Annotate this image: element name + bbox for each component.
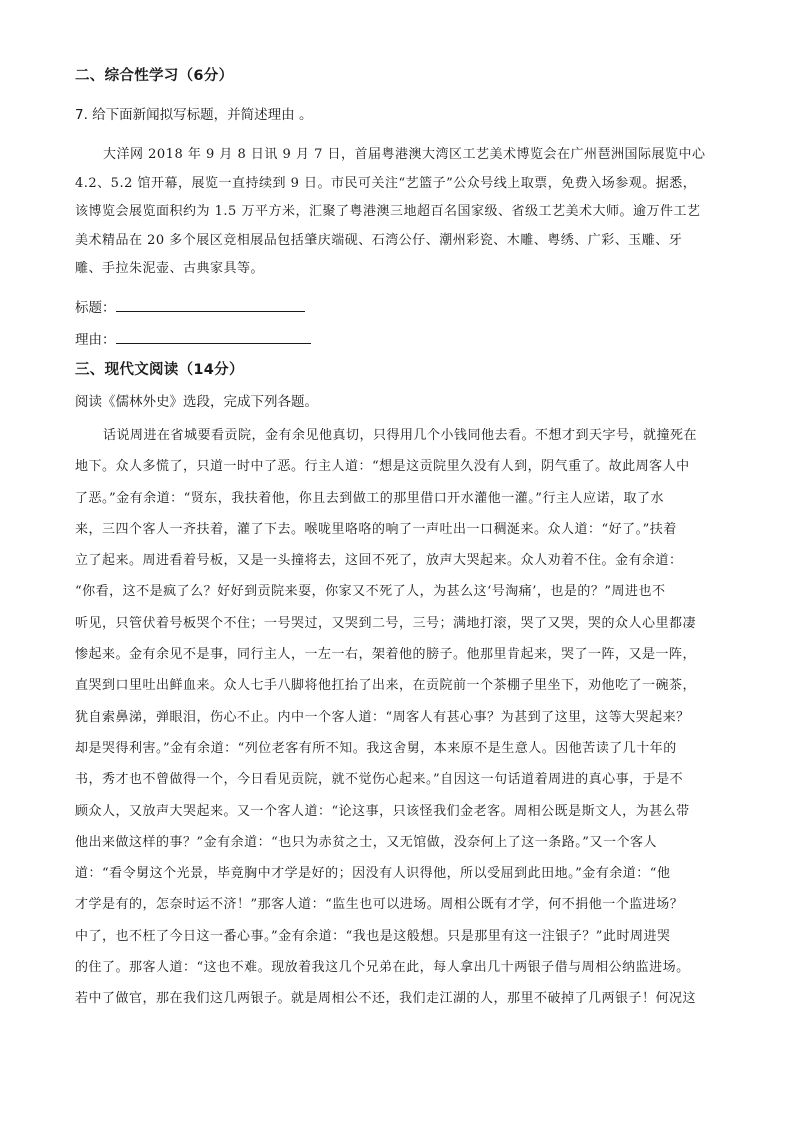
- text-line: “你看，这不是疯了么？好好到贡院来耍，你家又不死了人，为甚么这‘号淘痛’，也是的？”周进也不: [75, 584, 666, 600]
- reason-answer-blank[interactable]: [116, 331, 311, 344]
- question-7: 7. 给下面新闻拟写标题，并简述理由 。: [75, 107, 313, 123]
- text-line: 道：“看令舅这个光景，毕竟胸中才学是好的；因没有人识得他，所以受屈到此田地。”金有余道：“他: [75, 866, 671, 882]
- text-line: 该博览会展览面积约为 1.5 万平方米，汇聚了粤港澳三地超百名国家级、省级工艺美术大师。逾万件工艺: [75, 204, 701, 220]
- text-line: 书，秀才也不曾做得一个，今日看见贡院，就不觉伤心起来。”自因这一句话道着周进的真心事，于是不: [75, 772, 684, 788]
- text-line: 惨起来。金有余见不是事，同行主人，一左一右，架着他的膀子。他那里肯起来，哭了一阵，又是一阵，: [75, 647, 697, 663]
- text-line: 话说周进在省城要看贡院，金有余见他真切，只得用几个小钱同他去看。不想才到天字号，就撞死在: [103, 428, 698, 443]
- text-line: 听见，只管伏着号板哭个不住；一号哭过，又哭到二号，三号；满地打滚，哭了又哭，哭的众人心里都凄: [75, 615, 697, 631]
- text-line: 立了起来。周进看着号板，又是一头撞将去，这回不死了，放声大哭起来。众人劝着不住。金有余道：: [75, 553, 683, 569]
- reason-answer-line: [75, 328, 311, 348]
- text-line: 4.2、5.2 馆开幕，展览一直持续到 9 日。市民可关注“艺篮子”公众号线上取票，免费入场参观。据悉，: [75, 175, 697, 191]
- section-2-heading: 二、综合性学习（6分）: [75, 68, 234, 84]
- text-line: 美术精品在 20 多个展区竞相展品包括肇庆端砚、石湾公仔、潮州彩瓷、木雕、粤绣、广彩、玉雕、牙: [75, 232, 683, 248]
- text-line: 了恶。”金有余道：“贤东，我扶着他，你且去到做工的那里借口开水灌他一灌。”行主人应诺，取了水: [75, 490, 664, 506]
- text-line: 犹自索鼻涕，弹眼泪，伤心不止。内中一个客人道：“周客人有甚心事？为甚到了这里，这等大哭起来？: [75, 709, 690, 725]
- title-answer-blank[interactable]: [116, 299, 305, 312]
- text-line: 直哭到口里吐出鲜血来。众人七手八脚将他扛抬了出来，在贡院前一个茶棚子里坐下，劝他吃了一碗茶，: [75, 678, 697, 694]
- text-line: 地下。众人多慌了，只道一时中了恶。行主人道：“想是这贡院里久没有人到，阴气重了。故此周客人中: [75, 459, 690, 475]
- text-line: 却是哭得利害。”金有余道：“列位老客有所不知。我这舍舅，本来原不是生意人。因他苦读了几十年的: [75, 740, 677, 756]
- text-line: 若中了做官，那在我们这几两银子。就是周相公不还，我们走江湖的人，那里不破掉了几两银子！何况这: [75, 991, 697, 1007]
- title-label: 标题：: [75, 300, 116, 316]
- reason-label: 理由：: [75, 332, 116, 348]
- text-line: 雕、手拉朱泥壶、古典家具等。: [75, 261, 265, 277]
- text-line: 来，三四个客人一齐扶着，灌了下去。喉咙里咯咯的响了一声吐出一口稠涎来。众人道：“好了。”扶着: [75, 521, 677, 537]
- passage-text: [75, 420, 720, 1015]
- news-paragraph: [75, 141, 720, 284]
- text-line: 顾众人，又放声大哭起来。又一个客人道：“论这事，只该怪我们金老客。周相公既是斯文人，为甚么带: [75, 803, 690, 819]
- text-line: 中了，也不枉了今日这一番心事。”金有余道：“我也是这般想。只是那里有这一注银子？”此时周进哭: [75, 928, 671, 944]
- section-3-heading: 三、现代文阅读（14分）: [75, 362, 244, 378]
- text-line: 的住了。那客人道：“这也不难。现放着我这几个兄弟在此，每人拿出几十两银子借与周相公纳监进场。: [75, 960, 690, 976]
- text-line: 才学是有的，怎奈时运不济！”那客人道：“监生也可以进场。周相公既有才学，何不捐他一个监进场？: [75, 897, 684, 913]
- text-line: 大洋网 2018 年 9 月 8 日讯 9 月 7 日，首届粤港澳大湾区工艺美术博览会在广州琶洲国际展览中心: [103, 147, 706, 162]
- reading-instruction: 阅读《儒林外史》选段，完成下列各题。: [75, 394, 318, 410]
- text-line: 他出来做这样的事？”金有余道：“也只为赤贫之士，又无馆做，没奈何上了这一条路。”又一个客人: [75, 834, 657, 850]
- title-answer-line: [75, 296, 305, 316]
